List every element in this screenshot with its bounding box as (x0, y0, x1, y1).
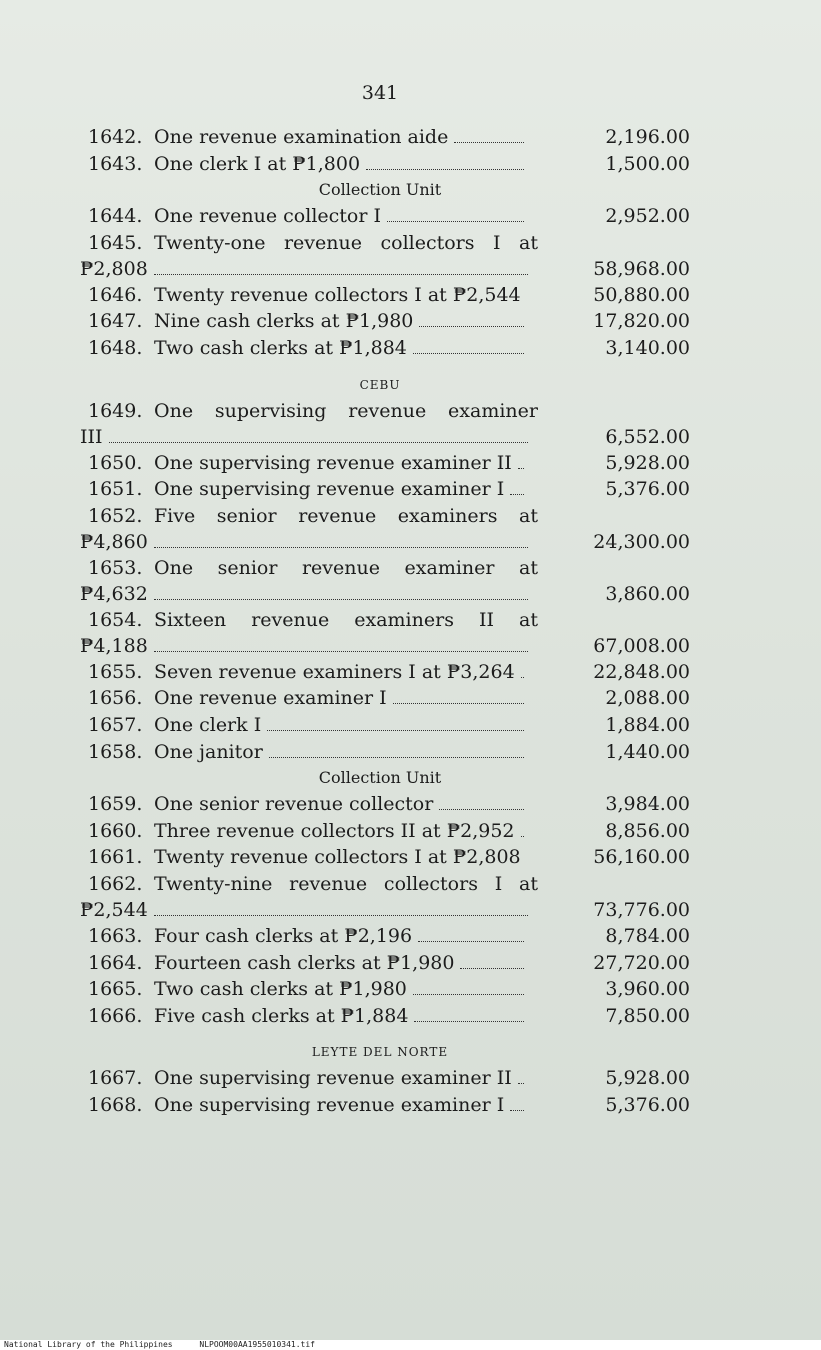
dot-leader (439, 795, 524, 810)
dot-leader (154, 533, 528, 548)
line-item (80, 1003, 690, 1030)
dot-leader (413, 339, 524, 354)
item-amount: 8,784.00 (605, 924, 690, 947)
item-amount: 7,850.00 (605, 1004, 690, 1027)
item-text: One senior revenue collector (154, 793, 434, 816)
dot-leader (154, 585, 528, 600)
item-text: Seven revenue examiners I at ₱3,264 (154, 660, 515, 683)
item-description (80, 398, 538, 450)
footer-library: National Library of the Philippines (4, 1340, 173, 1349)
item-amount: 5,928.00 (605, 1067, 690, 1090)
item-number: 1666. (88, 1004, 143, 1027)
item-description (88, 1003, 538, 1030)
dot-leader (366, 155, 524, 170)
line-item (80, 503, 690, 555)
item-continuation: ₱4,860 (80, 530, 148, 553)
dot-leader (267, 716, 524, 731)
item-amount: 2,088.00 (605, 687, 690, 710)
region-heading: LEYTE DEL NORTE (311, 1045, 449, 1060)
line-item (80, 739, 690, 766)
dot-leader (387, 207, 524, 222)
item-description (88, 950, 538, 977)
line-item (80, 659, 690, 686)
item-continuation: III (80, 425, 103, 448)
item-second-line (80, 581, 538, 607)
item-amount: 2,952.00 (605, 205, 690, 228)
item-text: Four cash clerks at ₱2,196 (154, 924, 413, 947)
item-description (88, 976, 538, 1003)
item-amount: 1,500.00 (605, 152, 690, 175)
line-item (80, 308, 690, 335)
item-number: 1654. (88, 608, 143, 631)
item-second-line (80, 633, 538, 659)
item-description (88, 308, 538, 335)
item-number: 1657. (88, 713, 143, 736)
item-amount: 2,196.00 (605, 126, 690, 148)
dot-leader (154, 637, 528, 652)
item-amount: 5,376.00 (605, 1093, 690, 1116)
item-description (80, 607, 538, 659)
item-first-line (88, 871, 538, 897)
item-second-line (80, 897, 538, 923)
item-amount: 67,008.00 (593, 634, 690, 657)
line-item (80, 844, 690, 871)
item-amount: 27,720.00 (593, 951, 690, 974)
item-text: Two cash clerks at ₱1,884 (154, 336, 407, 359)
line-item (80, 923, 690, 950)
item-text: One supervising revenue examiner II (154, 1067, 512, 1090)
dot-leader (269, 743, 524, 758)
item-number: 1644. (88, 205, 143, 228)
item-amount: 1,440.00 (605, 740, 690, 763)
scan-footer (0, 1340, 821, 1350)
item-number: 1652. (88, 504, 143, 527)
section-heading: Collection Unit (318, 180, 442, 200)
item-text: One revenue collector I (154, 205, 381, 228)
line-item (80, 476, 690, 503)
item-number: 1648. (88, 336, 143, 359)
item-amount: 1,884.00 (605, 713, 690, 736)
item-amount: 73,776.00 (593, 898, 690, 921)
item-description (88, 659, 538, 686)
item-number: 1656. (88, 687, 143, 710)
line-item (80, 203, 690, 230)
line-item (80, 230, 690, 282)
dot-leader (154, 260, 528, 275)
line-item (80, 791, 690, 818)
item-amount: 56,160.00 (593, 846, 690, 869)
item-text: Twenty revenue collectors I at ₱2,808 (154, 846, 521, 869)
item-number: 1646. (88, 283, 143, 306)
item-continuation: ₱2,544 (80, 898, 148, 921)
dot-leader (510, 480, 524, 495)
item-amount: 22,848.00 (593, 660, 690, 683)
item-text: Fourteen cash clerks at ₱1,980 (154, 951, 455, 974)
dot-leader (419, 312, 524, 327)
item-number: 1655. (88, 660, 143, 683)
line-item (80, 124, 690, 151)
item-description (80, 871, 538, 923)
item-number: 1653. (88, 556, 143, 579)
item-description (88, 923, 538, 950)
appropriation-list (80, 124, 690, 1118)
item-amount: 3,140.00 (605, 336, 690, 359)
item-text: Twenty-one revenue collectors I at (154, 231, 538, 254)
item-continuation: ₱4,188 (80, 634, 148, 657)
line-item (80, 818, 690, 845)
dot-leader (413, 980, 524, 995)
item-description (88, 151, 538, 178)
item-number: 1660. (88, 819, 143, 842)
dot-leader (414, 1007, 524, 1022)
item-text: One senior revenue examiner at (154, 556, 538, 579)
item-description (88, 791, 538, 818)
section-heading: Collection Unit (318, 768, 442, 788)
item-text: One supervising revenue examiner (154, 399, 538, 422)
item-first-line (88, 555, 538, 581)
item-text: Twenty-nine revenue collectors I at (154, 872, 538, 895)
region-heading: CEBU (359, 377, 401, 392)
item-continuation: ₱2,808 (80, 257, 148, 280)
item-amount: 50,880.00 (593, 283, 690, 306)
item-first-line (88, 230, 538, 256)
line-item (80, 398, 690, 450)
item-number: 1667. (88, 1067, 143, 1090)
line-item (80, 871, 690, 923)
line-item (80, 335, 690, 362)
dot-leader (454, 128, 524, 143)
item-second-line (80, 424, 538, 450)
item-second-line (80, 529, 538, 555)
item-continuation: ₱4,632 (80, 582, 148, 605)
dot-leader (109, 428, 528, 443)
item-description (88, 739, 538, 766)
item-number: 1662. (88, 872, 143, 895)
item-number: 1647. (88, 310, 143, 333)
item-amount: 3,860.00 (605, 582, 690, 605)
dot-leader (460, 954, 524, 969)
item-description (88, 203, 538, 230)
line-item (80, 1065, 690, 1092)
item-text: Nine cash clerks at ₱1,980 (154, 310, 414, 333)
item-number: 1664. (88, 951, 143, 974)
line-item (80, 1092, 690, 1119)
item-number: 1649. (88, 399, 143, 422)
dot-leader (521, 663, 524, 678)
item-number: 1645. (88, 231, 143, 254)
item-description (88, 818, 538, 845)
item-description (88, 712, 538, 739)
line-item (80, 151, 690, 178)
line-item (80, 607, 690, 659)
item-text: One supervising revenue examiner II (154, 451, 512, 474)
item-amount: 24,300.00 (593, 530, 690, 553)
item-first-line (88, 607, 538, 633)
item-description (80, 503, 538, 555)
item-amount: 3,960.00 (605, 978, 690, 1001)
page-number: 341 (361, 82, 399, 104)
dot-leader (510, 1096, 524, 1111)
item-amount: 5,928.00 (605, 451, 690, 474)
item-number: 1659. (88, 793, 143, 816)
item-text: Twenty revenue collectors I at ₱2,544 (154, 283, 521, 306)
item-description (80, 230, 538, 282)
dot-leader (393, 689, 524, 704)
item-number: 1658. (88, 740, 143, 763)
item-text: One revenue examination aide (154, 126, 449, 148)
item-description (88, 1092, 538, 1119)
item-text: One clerk I at ₱1,800 (154, 152, 361, 175)
item-text: Two cash clerks at ₱1,980 (154, 978, 407, 1001)
item-description (88, 124, 538, 151)
item-first-line (88, 398, 538, 424)
line-item (80, 685, 690, 712)
item-amount: 58,968.00 (593, 257, 690, 280)
item-number: 1650. (88, 451, 143, 474)
footer-file: NLPOOM00AA1955010341.tif (199, 1340, 315, 1349)
dot-leader (521, 822, 524, 837)
dot-leader (518, 454, 524, 469)
item-description (80, 555, 538, 607)
item-text: One supervising revenue examiner I (154, 1093, 505, 1116)
item-text: One clerk I (154, 713, 262, 736)
item-text: One janitor (154, 740, 263, 763)
item-amount: 3,984.00 (605, 793, 690, 816)
item-description (88, 335, 538, 362)
item-description (88, 844, 538, 871)
item-number: 1663. (88, 924, 143, 947)
item-description (88, 1065, 538, 1092)
item-amount: 5,376.00 (605, 478, 690, 501)
item-first-line (88, 503, 538, 529)
line-item (80, 450, 690, 477)
line-item (80, 950, 690, 977)
dot-leader (154, 901, 528, 916)
item-description (88, 282, 538, 309)
dot-leader (418, 927, 524, 942)
item-description (88, 685, 538, 712)
line-item (80, 555, 690, 607)
item-number: 1643. (88, 152, 143, 175)
item-text: Five senior revenue examiners at (154, 504, 538, 527)
item-second-line (80, 256, 538, 282)
item-description (88, 450, 538, 477)
item-number: 1661. (88, 846, 143, 869)
item-amount: 6,552.00 (605, 425, 690, 448)
item-text: One revenue examiner I (154, 687, 387, 710)
item-description (88, 476, 538, 503)
item-number: 1665. (88, 978, 143, 1001)
item-text: One supervising revenue examiner I (154, 478, 505, 501)
item-number: 1668. (88, 1093, 143, 1116)
item-number: 1651. (88, 478, 143, 501)
item-text: Sixteen revenue examiners II at (154, 608, 538, 631)
line-item (80, 282, 690, 309)
item-number: 1642. (88, 126, 143, 148)
line-item (80, 712, 690, 739)
dot-leader (518, 1069, 524, 1084)
item-text: Three revenue collectors II at ₱2,952 (154, 819, 515, 842)
item-text: Five cash clerks at ₱1,884 (154, 1004, 409, 1027)
item-amount: 17,820.00 (593, 310, 690, 333)
line-item (80, 976, 690, 1003)
item-amount: 8,856.00 (605, 819, 690, 842)
